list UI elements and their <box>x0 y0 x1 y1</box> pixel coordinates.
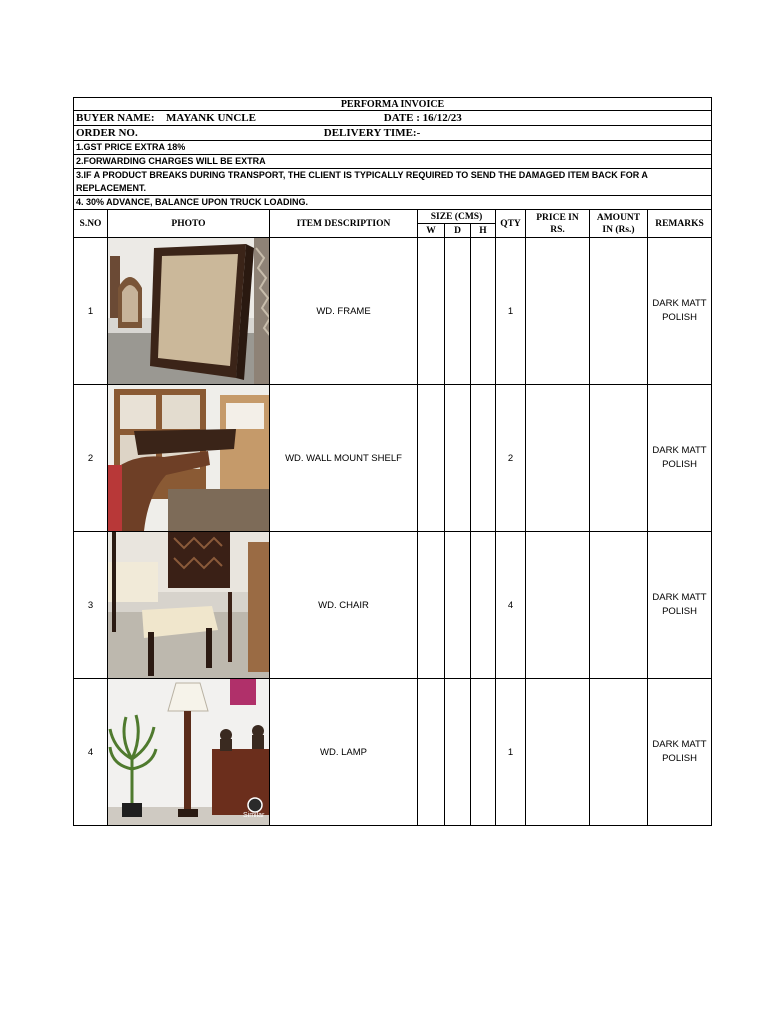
buyer-row <box>74 111 712 126</box>
header-width: W <box>418 224 445 238</box>
item-height <box>471 385 496 532</box>
item-amount <box>590 385 648 532</box>
item-height <box>471 532 496 679</box>
item-description: WD. CHAIR <box>270 532 418 679</box>
header-amount-line1: AMOUNT <box>596 212 641 223</box>
lamp-photo-frame <box>108 679 269 825</box>
lamp-photo-icon <box>108 679 269 825</box>
item-photo <box>108 385 270 532</box>
item-sno: 2 <box>74 385 108 532</box>
item-remarks-line1: DARK MATT <box>652 298 707 309</box>
item-description: WD. FRAME <box>270 238 418 385</box>
photo-caption: Similar <box>243 812 265 819</box>
item-price <box>526 385 590 532</box>
item-amount <box>590 238 648 385</box>
item-remarks-line1: DARK MATT <box>652 592 707 603</box>
header-depth: D <box>445 224 471 238</box>
item-width <box>418 532 445 679</box>
invoice-title: PERFORMA INVOICE <box>74 98 712 111</box>
item-amount <box>590 679 648 826</box>
header-description: ITEM DESCRIPTION <box>270 210 418 238</box>
buyer-label: BUYER NAME: <box>76 112 155 124</box>
header-remarks: REMARKS <box>648 210 712 238</box>
header-amount-line2: IN (Rs.) <box>602 224 635 235</box>
chair-photo-icon <box>108 532 269 678</box>
item-depth <box>445 532 471 679</box>
header-price <box>526 210 590 238</box>
item-qty: 1 <box>496 679 526 826</box>
item-price <box>526 679 590 826</box>
item-height <box>471 238 496 385</box>
item-qty: 1 <box>496 238 526 385</box>
note-advance: 4. 30% ADVANCE, BALANCE UPON TRUCK LOADING. <box>74 196 712 210</box>
item-photo <box>108 238 270 385</box>
item-remarks <box>648 385 712 532</box>
item-sno: 4 <box>74 679 108 826</box>
order-label: ORDER NO. <box>76 127 138 139</box>
note-transport: 3.IF A PRODUCT BREAKS DURING TRANSPORT, THE CLIENT IS TYPICALLY REQUIRED TO SEND THE DAMAGED ITEM BACK FOR A REPLACEMENT. <box>74 169 712 196</box>
item-depth <box>445 679 471 826</box>
item-price <box>526 532 590 679</box>
item-height <box>471 679 496 826</box>
order-row <box>74 126 712 141</box>
item-remarks-line2: POLISH <box>662 606 697 617</box>
header-photo: PHOTO <box>108 210 270 238</box>
item-description: WD. WALL MOUNT SHELF <box>270 385 418 532</box>
item-qty: 4 <box>496 532 526 679</box>
table-row <box>74 385 712 532</box>
header-price-line1: PRICE IN <box>536 212 579 223</box>
header-sno: S.NO <box>74 210 108 238</box>
header-price-line2: RS. <box>550 224 565 235</box>
item-remarks-line1: DARK MATT <box>652 445 707 456</box>
item-remarks-line2: POLISH <box>662 753 697 764</box>
table-row <box>74 532 712 679</box>
header-qty: QTY <box>496 210 526 238</box>
item-remarks <box>648 238 712 385</box>
item-depth <box>445 385 471 532</box>
item-remarks-line2: POLISH <box>662 459 697 470</box>
item-description: WD. LAMP <box>270 679 418 826</box>
item-sno: 3 <box>74 532 108 679</box>
buyer-name: MAYANK UNCLE <box>166 112 256 124</box>
header-height: H <box>471 224 496 238</box>
note-gst: 1.GST PRICE EXTRA 18% <box>74 141 712 155</box>
table-row <box>74 679 712 826</box>
invoice-date: 16/12/23 <box>422 112 462 124</box>
header-amount <box>590 210 648 238</box>
note-forwarding: 2.FORWARDING CHARGES WILL BE EXTRA <box>74 155 712 169</box>
frame-photo-icon <box>108 238 269 384</box>
item-width <box>418 385 445 532</box>
delivery-label: DELIVERY TIME:- <box>323 127 421 139</box>
item-remarks-line1: DARK MATT <box>652 739 707 750</box>
item-amount <box>590 532 648 679</box>
item-photo <box>108 532 270 679</box>
item-remarks <box>648 679 712 826</box>
item-photo <box>108 679 270 826</box>
item-sno: 1 <box>74 238 108 385</box>
invoice-sheet <box>73 97 711 826</box>
item-width <box>418 238 445 385</box>
item-qty: 2 <box>496 385 526 532</box>
item-width <box>418 679 445 826</box>
item-remarks <box>648 532 712 679</box>
shelf-photo-icon <box>108 385 269 531</box>
invoice-table <box>73 97 712 826</box>
table-row <box>74 238 712 385</box>
item-price <box>526 238 590 385</box>
date-label: DATE : <box>383 112 420 124</box>
header-size: SIZE (CMS) <box>418 210 496 224</box>
item-remarks-line2: POLISH <box>662 312 697 323</box>
item-depth <box>445 238 471 385</box>
